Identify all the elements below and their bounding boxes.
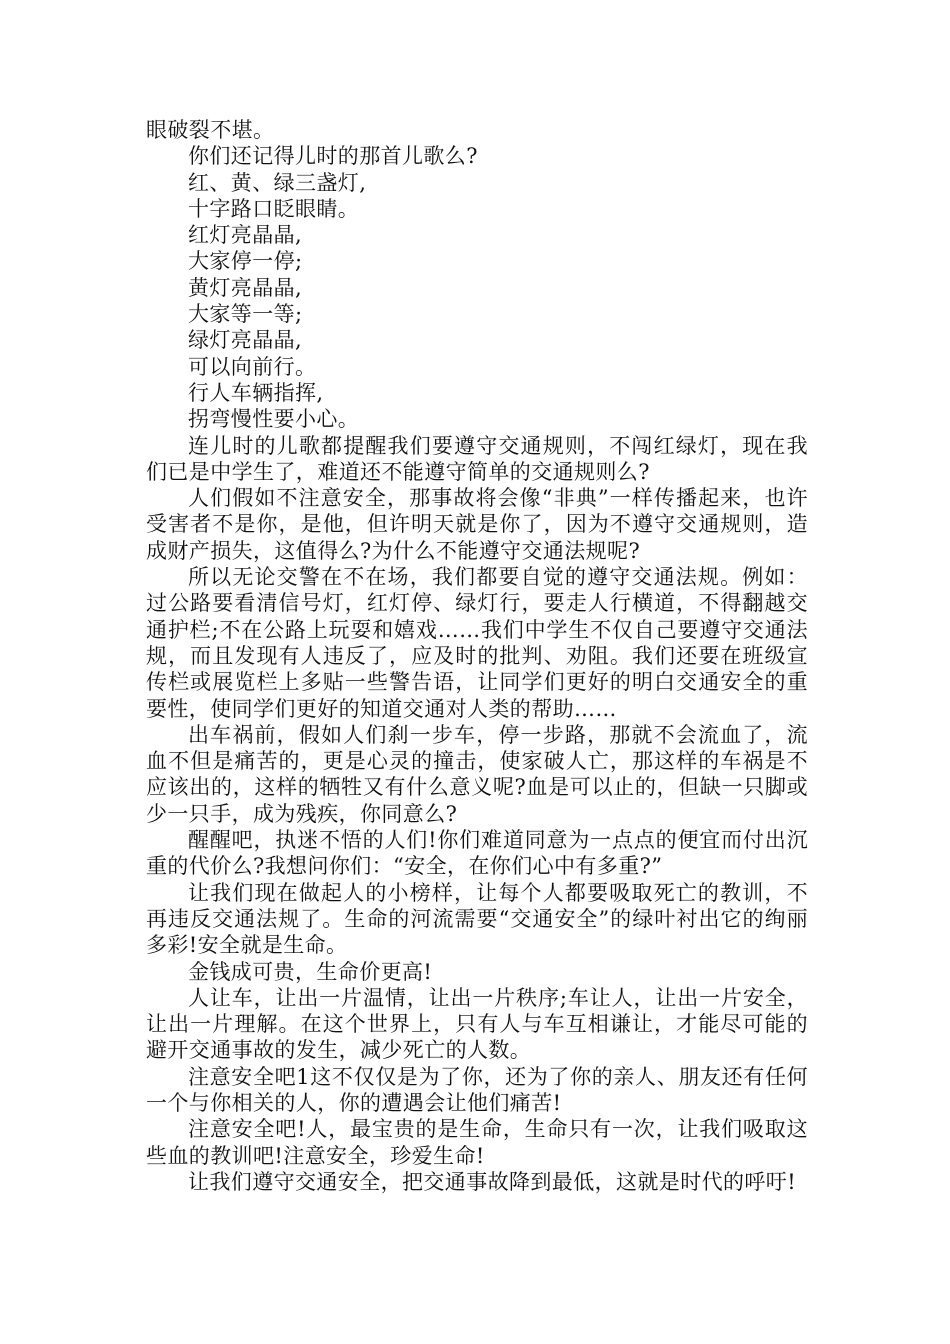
paragraph: 眼破裂不堪。 bbox=[146, 118, 275, 142]
paragraph: 出车祸前，假如人们刹一步车，停一步路，那就不会流血了，流血不但是痛苦的，更是心灵的撞击，使家破人亡，那这样的车祸是不应该出的，这样的牺牲又有什么意义呢?血是可以止的，但缺一只脚或少一只手，成为残疾，你同意么? bbox=[146, 722, 808, 826]
paragraph: 连儿时的儿歌都提醒我们要遵守交通规则，不闯红绿灯，现在我们已是中学生了，难道还不能遵守简单的交通规则么? bbox=[146, 433, 808, 484]
song-line: 拐弯慢性要小心。 bbox=[188, 407, 360, 432]
song-line: 行人车辆指挥, bbox=[188, 380, 324, 405]
song-line: 十字路口眨眼睛。 bbox=[188, 196, 360, 221]
paragraph: 所以无论交警在不在场，我们都要自觉的遵守交通法规。例如：过公路要看清信号灯，红灯停、绿灯行，要走人行横道，不得翻越交通护栏;不在公路上玩耍和嬉戏……我们中学生不仅自己要遵守交通法规，而且发现有人违反了，应及时的批判、劝阻。我们还要在班级宣传栏或展览栏上多贴一些警告语，让同学们更好的明白交通安全的重要性，使同学们更好的知道交通对人类的帮助…… bbox=[146, 565, 808, 721]
paragraph: 醒醒吧，执迷不悟的人们!你们难道同意为一点点的便宜而付出沉重的代价么?我想问你们：“安全，在你们心中有多重?” bbox=[146, 828, 808, 879]
paragraph: 金钱成可贵，生命价更高! bbox=[188, 959, 433, 984]
song-line: 可以向前行。 bbox=[188, 354, 317, 379]
paragraph: 让我们现在做起人的小榜样，让每个人都要吸取死亡的教训，不再违反交通法规了。生命的河流需要“交通安全”的绿叶衬出它的绚丽多彩!安全就是生命。 bbox=[146, 880, 808, 958]
paragraph: 让我们遵守交通安全，把交通事故降到最低，这就是时代的呼吁! bbox=[188, 1169, 797, 1194]
paragraph: 注意安全吧!人，最宝贵的是生命，生命只有一次，让我们吸取这些血的教训吧!注意安全，珍爱生命! bbox=[146, 1117, 808, 1168]
song-line: 绿灯亮晶晶, bbox=[188, 328, 303, 353]
song-line: 大家等一等; bbox=[188, 302, 303, 327]
song-line: 黄灯亮晶晶, bbox=[188, 275, 303, 300]
song-line: 红灯亮晶晶, bbox=[188, 223, 303, 248]
paragraph: 人让车，让出一片温情，让出一片秩序;车让人，让出一片安全，让出一片理解。在这个世界上，只有人与车互相谦让，才能尽可能的避开交通事故的发生，减少死亡的人数。 bbox=[146, 985, 808, 1063]
paragraph: 你们还记得儿时的那首儿歌么? bbox=[188, 144, 478, 169]
song-line: 红、黄、绿三盏灯, bbox=[188, 170, 367, 195]
document-body bbox=[146, 117, 808, 1195]
paragraph: 注意安全吧1这不仅仅是为了你，还为了你的亲人、朋友还有任何一个与你相关的人，你的遭遇会让他们痛苦! bbox=[146, 1064, 808, 1115]
paragraph: 人们假如不注意安全，那事故将会像“非典”一样传播起来，也许受害者不是你，是他，但许明天就是你了，因为不遵守交通规则，造成财产损失，这值得么?为什么不能遵守交通法规呢? bbox=[146, 486, 808, 563]
song-line: 大家停一停; bbox=[188, 249, 303, 274]
